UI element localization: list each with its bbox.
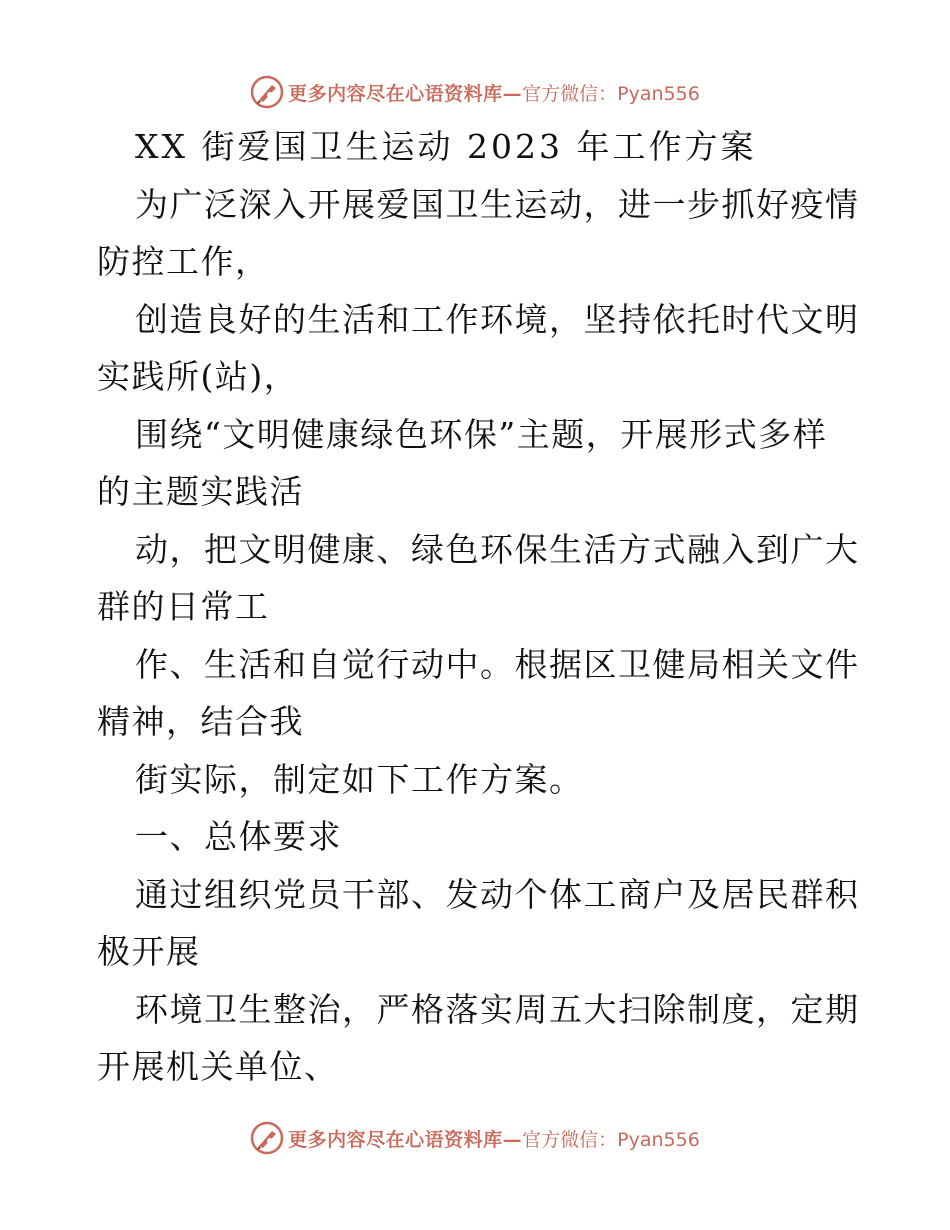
paragraph-line: 动，把文明健康、绿色环保生活方式融入到广大 — [135, 529, 860, 569]
watermark-wechat-text: 官方微信：Pyan556 — [522, 82, 700, 105]
watermark-footer — [0, 1118, 950, 1158]
watermark-main-text: 更多内容尽在心语资料库— — [288, 1128, 523, 1151]
watermark-header — [0, 72, 950, 112]
paragraph-line: 创造良好的生活和工作环境，坚持依托时代文明 — [135, 299, 860, 339]
document-title: XX 街爱国卫生运动 2023 年工作方案 — [135, 127, 757, 166]
paragraph-line: 街实际，制定如下工作方案。 — [135, 759, 584, 799]
paragraph-line: 为广泛深入开展爱国卫生运动，进一步抓好疫情 — [135, 184, 860, 224]
paragraph-line: 群的日常工 — [97, 587, 270, 626]
paragraph-line: 实践所(站)， — [97, 357, 299, 396]
section-heading: 一、总体要求 — [135, 817, 342, 856]
paragraph-line: 环境卫生整治，严格落实周五大扫除制度，定期 — [135, 989, 860, 1029]
watermark-main-text: 更多内容尽在心语资料库— — [288, 82, 523, 105]
paragraph-line: 作、生活和自觉行动中。根据区卫健局相关文件 — [135, 644, 860, 684]
paragraph-line: 围绕“文明健康绿色环保”主题，开展形式多样 — [135, 414, 828, 454]
paragraph-line: 防控工作， — [97, 242, 270, 281]
paragraph-line: 极开展 — [97, 932, 201, 971]
watermark-wechat-text: 官方微信：Pyan556 — [522, 1128, 700, 1151]
pen-logo-icon — [250, 1121, 284, 1155]
document-body — [97, 118, 860, 1096]
paragraph-line: 的主题实践活 — [97, 472, 304, 511]
paragraph-line: 精神，结合我 — [97, 702, 304, 741]
pen-logo-icon — [250, 75, 284, 109]
paragraph-line: 通过组织党员干部、发动个体工商户及居民群积 — [135, 874, 860, 914]
paragraph-line: 开展机关单位、 — [97, 1047, 339, 1086]
